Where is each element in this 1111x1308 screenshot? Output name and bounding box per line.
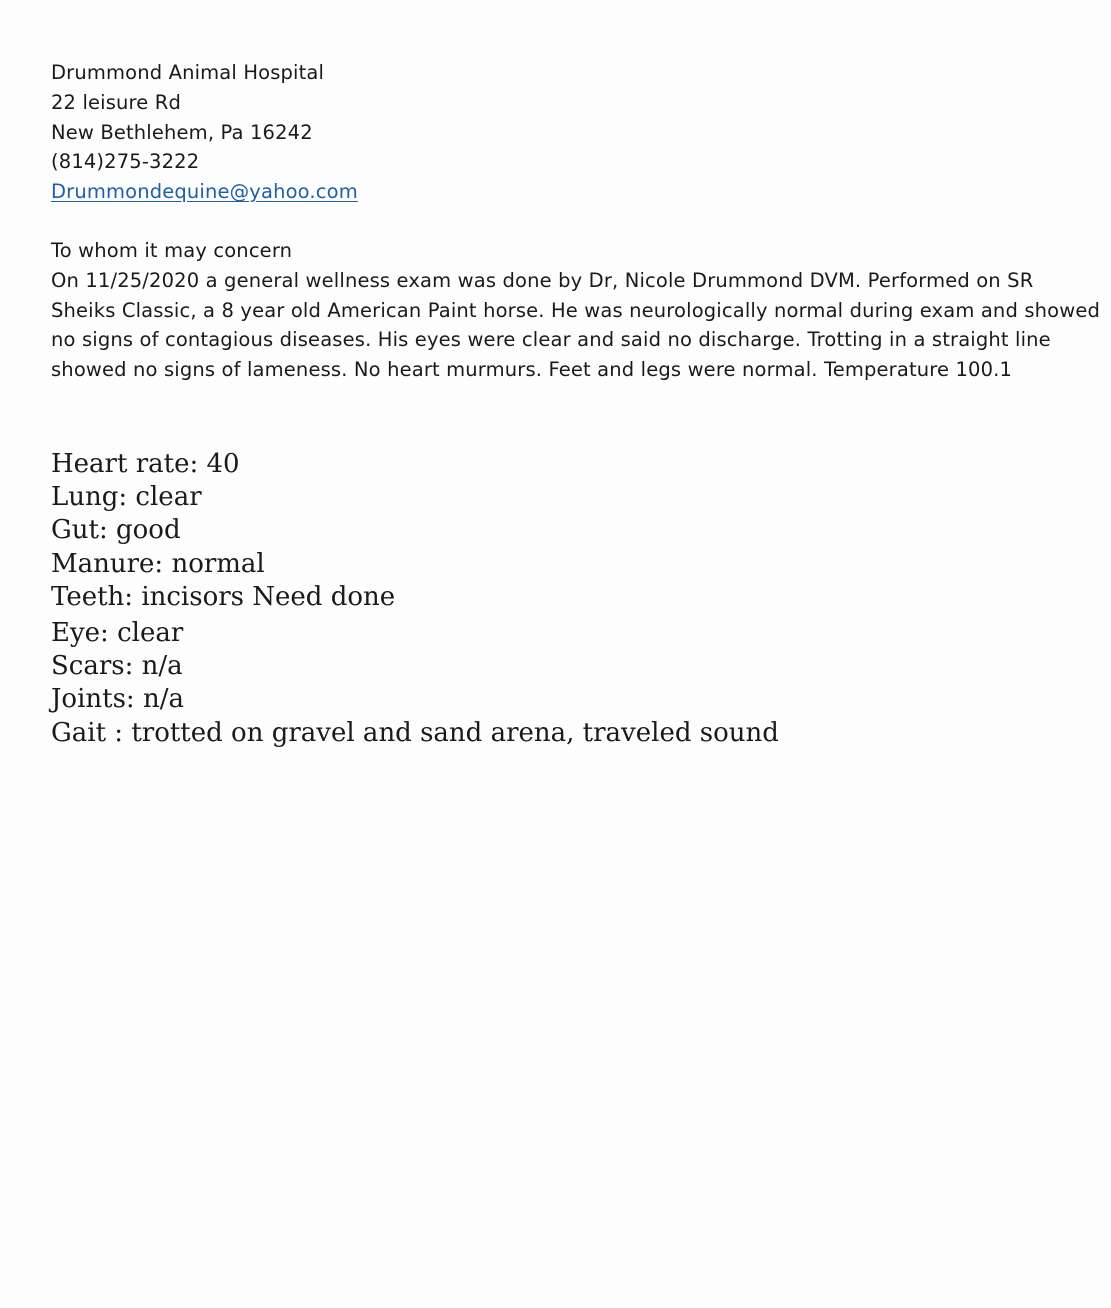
letter-line: showed no signs of lameness. No heart murmurs. Feet and legs were normal. Temperature 100.1: [51, 358, 1013, 382]
email-line: [51, 177, 1091, 207]
letter-body: [51, 236, 1100, 385]
finding-gait: Gait : trotted on gravel and sand arena, traveled sound: [51, 717, 779, 748]
finding-scars: Scars: n/a: [51, 651, 183, 682]
hospital-name: Drummond Animal Hospital: [51, 61, 325, 84]
finding-joints: Joints: n/a: [51, 684, 184, 715]
letter-line: On 11/25/2020 a general wellness exam was done by Dr, Nicole Drummond DVM. Performed on SR: [51, 268, 1034, 292]
letter-line: no signs of contagious diseases. His eyes were clear and said no discharge. Trotting in a straight line: [51, 328, 1051, 352]
email-link[interactable]: Drummondequine@yahoo.com: [51, 180, 358, 204]
phone-number: (814)275-3222: [51, 150, 200, 174]
document-page: [51, 58, 1100, 750]
finding-eye: Eye: clear: [51, 617, 184, 648]
city-state-zip: New Bethlehem, Pa 16242: [51, 120, 313, 144]
finding-lung: Lung: clear: [51, 482, 202, 513]
letter-line: Sheiks Classic, a 8 year old American Paint horse. He was neurologically normal during exam and showed: [51, 298, 1100, 322]
street-address: 22 leisure Rd: [51, 90, 182, 114]
letterhead: [51, 58, 1091, 207]
finding-teeth: Teeth: incisors Need done: [51, 581, 396, 612]
exam-findings-list: [51, 448, 1091, 750]
finding-gut: Gut: good: [51, 515, 181, 546]
salutation: To whom it may concern: [51, 238, 293, 262]
finding-manure: Manure: normal: [51, 548, 265, 579]
finding-heart-rate: Heart rate: 40: [51, 448, 240, 479]
